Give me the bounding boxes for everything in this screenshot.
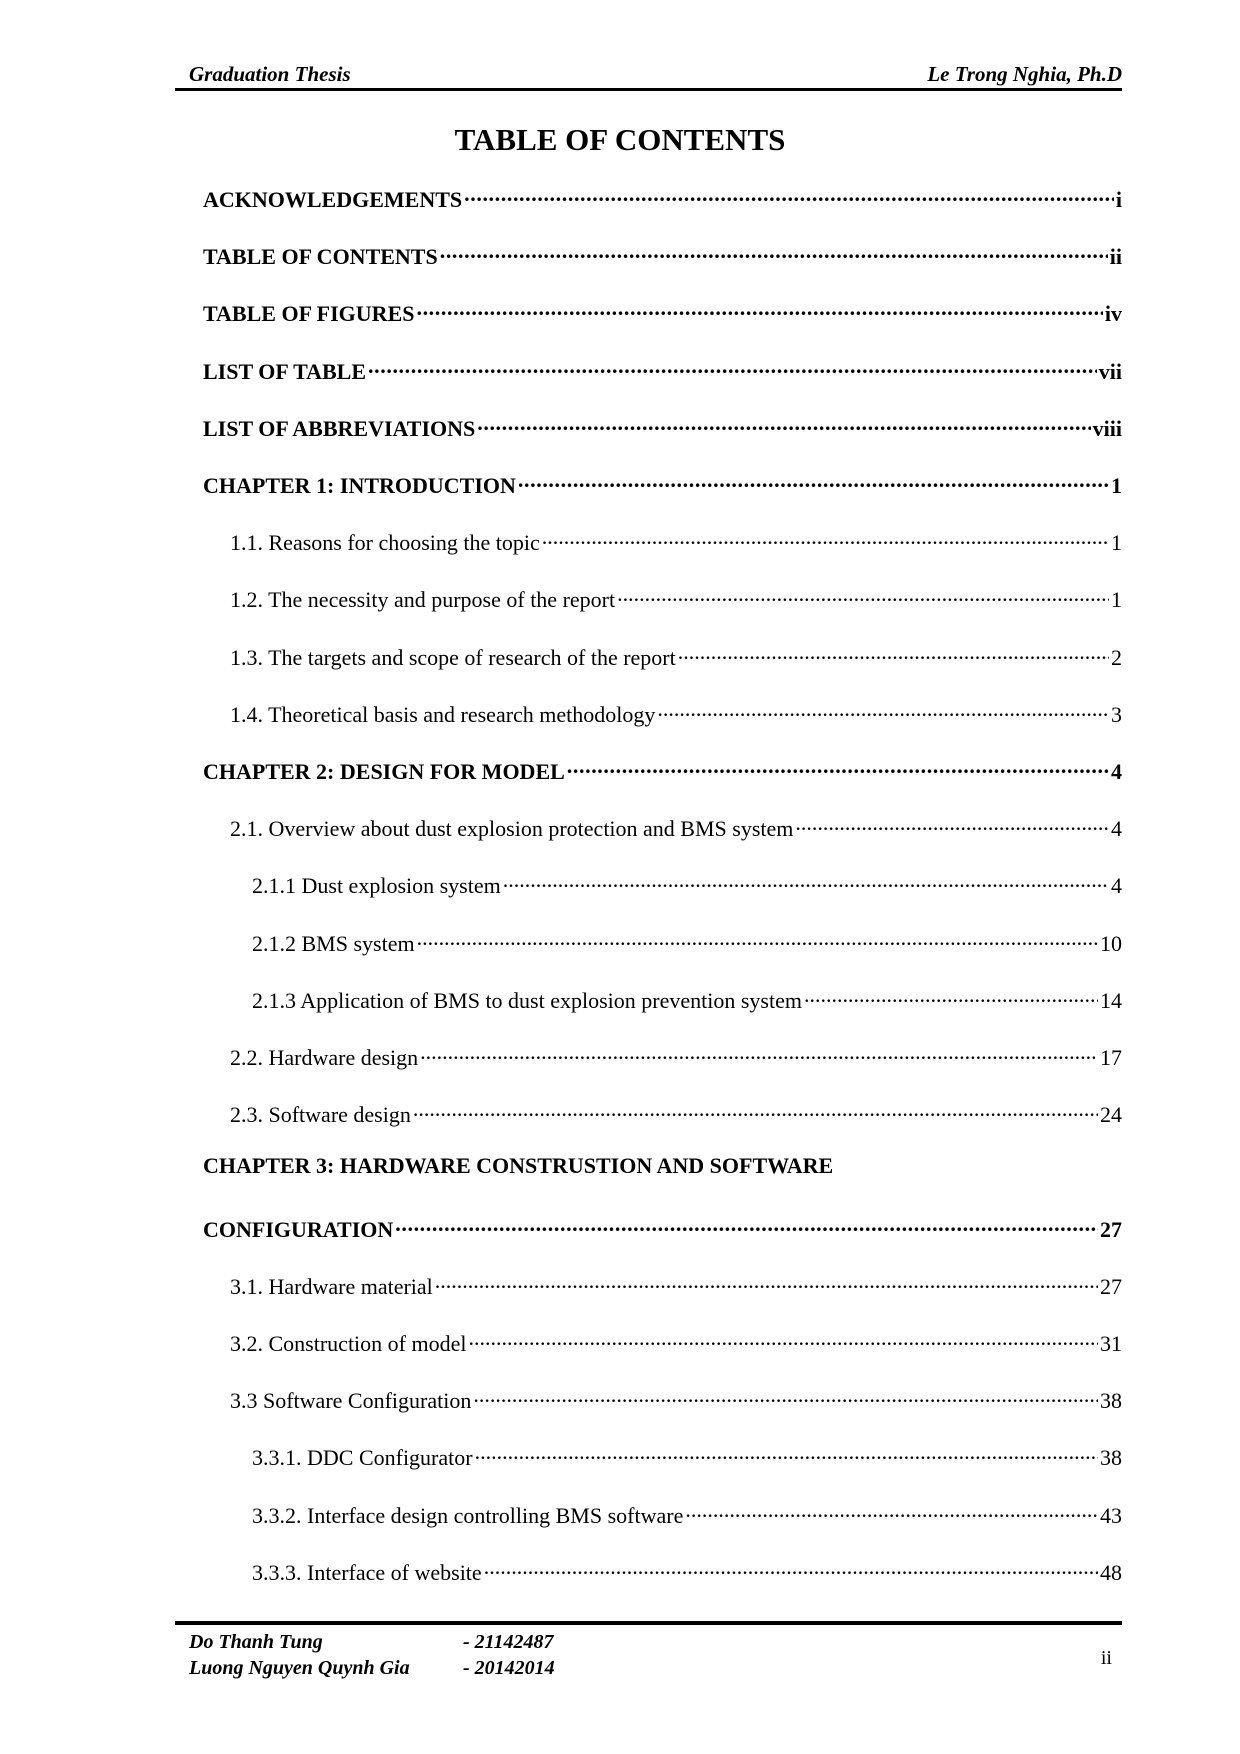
toc-dot-leader bbox=[433, 1268, 1098, 1294]
toc-entry-label: 2.1.3 Application of BMS to dust explosion prevention system bbox=[252, 988, 802, 1013]
toc-dot-leader bbox=[415, 925, 1098, 951]
toc-entry-page-number: 43 bbox=[1100, 1503, 1122, 1528]
toc-entry-page-number: 1 bbox=[1111, 473, 1122, 498]
toc-entry-label: CHAPTER 3: HARDWARE CONSTRUSTION AND SOFTWARE bbox=[203, 1153, 834, 1178]
toc-entry-page-number: 1 bbox=[1111, 530, 1122, 555]
footer-page-number: ii bbox=[1100, 1647, 1112, 1669]
toc-entry-label: ACKNOWLEDGEMENTS bbox=[203, 187, 463, 212]
toc-entry-label: 2.1. Overview about dust explosion protection and BMS system bbox=[230, 816, 794, 841]
toc-dot-leader bbox=[393, 1211, 1098, 1237]
toc-entry-label: CONFIGURATION bbox=[203, 1217, 394, 1242]
toc-entry[interactable] bbox=[0, 410, 1122, 442]
header-rule bbox=[175, 88, 1122, 91]
toc-dot-leader bbox=[615, 581, 1109, 607]
toc-entry-label: 3.3.1. DDC Configurator bbox=[252, 1445, 473, 1470]
toc-entry[interactable] bbox=[0, 1325, 1122, 1357]
toc-entry-page-number: 10 bbox=[1100, 931, 1122, 956]
toc-entry[interactable] bbox=[0, 982, 1122, 1014]
toc-entry-page-number: 38 bbox=[1100, 1388, 1122, 1413]
toc-dot-leader bbox=[418, 1039, 1098, 1065]
toc-entry-page-number: 14 bbox=[1100, 988, 1122, 1013]
toc-entry[interactable] bbox=[0, 810, 1122, 842]
toc-dot-leader bbox=[462, 181, 1114, 207]
toc-dot-leader bbox=[540, 524, 1109, 550]
toc-entry[interactable] bbox=[0, 1096, 1122, 1128]
toc-entry[interactable] bbox=[0, 1439, 1122, 1471]
toc-dot-leader bbox=[473, 1439, 1098, 1465]
toc-entry-page-number: 17 bbox=[1100, 1045, 1122, 1070]
footer-author-id-2: - 20142014 bbox=[463, 1657, 555, 1679]
toc-entry-label: 1.4. Theoretical basis and research methodology bbox=[230, 702, 656, 727]
toc-entry-page-number: 27 bbox=[1100, 1217, 1122, 1242]
toc-dot-leader bbox=[565, 753, 1109, 779]
toc-entry-page-number: 2 bbox=[1111, 645, 1122, 670]
toc-entry[interactable] bbox=[0, 295, 1122, 327]
toc-entry-page-number: 4 bbox=[1111, 759, 1122, 784]
toc-entry[interactable] bbox=[0, 867, 1122, 899]
toc-entry-page-number: 1 bbox=[1111, 587, 1122, 612]
toc-entry-page-number: viii bbox=[1092, 416, 1122, 441]
toc-entry-label: TABLE OF FIGURES bbox=[203, 301, 415, 326]
toc-entry-label: CHAPTER 2: DESIGN FOR MODEL bbox=[203, 759, 565, 784]
toc-entry-label: 2.1.1 Dust explosion system bbox=[252, 873, 501, 898]
toc-entry-label: 3.3 Software Configuration bbox=[230, 1388, 472, 1413]
toc-entry-label: 2.1.2 BMS system bbox=[252, 931, 415, 956]
toc-entry-label: LIST OF ABBREVIATIONS bbox=[203, 416, 476, 441]
toc-entry[interactable] bbox=[0, 1497, 1122, 1529]
toc-dot-leader bbox=[683, 1497, 1098, 1523]
toc-entry[interactable] bbox=[0, 581, 1122, 613]
toc-dot-leader bbox=[516, 467, 1109, 493]
toc-entry-label: 3.3.2. Interface design controlling BMS software bbox=[252, 1503, 684, 1528]
toc-entry-page-number: 3 bbox=[1111, 702, 1122, 727]
toc-entry-label: 3.2. Construction of model bbox=[230, 1331, 467, 1356]
toc-entry-page-number: iv bbox=[1104, 301, 1122, 326]
toc-entry-page-number: 31 bbox=[1100, 1331, 1122, 1356]
toc-dot-leader bbox=[793, 810, 1109, 836]
toc-entry-label: 1.2. The necessity and purpose of the report bbox=[230, 587, 616, 612]
toc-dot-leader bbox=[475, 410, 1090, 436]
toc-entry-page-number: 4 bbox=[1111, 873, 1122, 898]
toc-entry[interactable] bbox=[0, 238, 1122, 270]
toc-entry-page-number: 38 bbox=[1100, 1445, 1122, 1470]
toc-entry[interactable] bbox=[0, 1268, 1122, 1300]
toc-dot-leader bbox=[414, 295, 1102, 321]
toc-entry[interactable] bbox=[0, 181, 1122, 213]
toc-dot-leader bbox=[366, 353, 1097, 379]
toc-entry[interactable] bbox=[0, 639, 1122, 671]
toc-entry-label: 2.2. Hardware design bbox=[230, 1045, 419, 1070]
footer-rule bbox=[175, 1621, 1122, 1625]
toc-entry[interactable] bbox=[0, 1554, 1122, 1586]
toc-dot-leader bbox=[411, 1096, 1098, 1122]
toc-entry-label: 2.3. Software design bbox=[230, 1102, 411, 1127]
toc-entry-label: 1.1. Reasons for choosing the topic bbox=[230, 530, 540, 555]
toc-entry[interactable] bbox=[0, 353, 1122, 385]
toc-entry-page-number: ii bbox=[1109, 244, 1122, 269]
toc-entry-page-number: 48 bbox=[1100, 1560, 1122, 1585]
footer-author-name-1: Do Thanh Tung bbox=[189, 1631, 323, 1653]
toc-entry-label: TABLE OF CONTENTS bbox=[203, 244, 438, 269]
footer-author-name-2: Luong Nguyen Quynh Gia bbox=[189, 1657, 410, 1679]
toc-entry-label: 3.1. Hardware material bbox=[230, 1274, 433, 1299]
toc-dot-leader bbox=[676, 639, 1109, 665]
toc-entry-label: CHAPTER 1: INTRODUCTION bbox=[203, 473, 516, 498]
toc-entry[interactable] bbox=[0, 696, 1122, 728]
toc-entry-page-number: 27 bbox=[1100, 1274, 1122, 1299]
toc-entry[interactable] bbox=[0, 925, 1122, 957]
toc-entry-label: 3.3.3. Interface of website bbox=[252, 1560, 482, 1585]
toc-entry-label: 1.3. The targets and scope of research of the report bbox=[230, 645, 676, 670]
toc-dot-leader bbox=[802, 982, 1098, 1008]
header-thesis-label: Graduation Thesis bbox=[189, 62, 351, 86]
page-title: TABLE OF CONTENTS bbox=[454, 122, 786, 157]
toc-entry-page-number: 4 bbox=[1111, 816, 1122, 841]
header-advisor-name: Le Trong Nghia, Ph.D bbox=[927, 62, 1122, 86]
toc-entry[interactable] bbox=[0, 1382, 1122, 1414]
toc-entry[interactable] bbox=[0, 1211, 1122, 1243]
toc-dot-leader bbox=[466, 1325, 1098, 1351]
toc-dot-leader bbox=[501, 867, 1109, 893]
toc-entry-page-number: i bbox=[1115, 187, 1122, 212]
toc-entry[interactable] bbox=[0, 1153, 833, 1179]
toc-entry[interactable] bbox=[0, 1039, 1122, 1071]
toc-entry-label: LIST OF TABLE bbox=[203, 359, 367, 384]
toc-dot-leader bbox=[482, 1554, 1098, 1580]
toc-dot-leader bbox=[438, 238, 1108, 264]
toc-dot-leader bbox=[471, 1382, 1098, 1408]
toc-dot-leader bbox=[655, 696, 1109, 722]
toc-entry-page-number: 24 bbox=[1100, 1102, 1122, 1127]
toc-entry[interactable] bbox=[0, 467, 1122, 499]
toc-entry-page-number: vii bbox=[1098, 359, 1122, 384]
toc-entry[interactable] bbox=[0, 753, 1122, 785]
toc-entry[interactable] bbox=[0, 524, 1122, 556]
footer-author-id-1: - 21142487 bbox=[463, 1631, 554, 1653]
